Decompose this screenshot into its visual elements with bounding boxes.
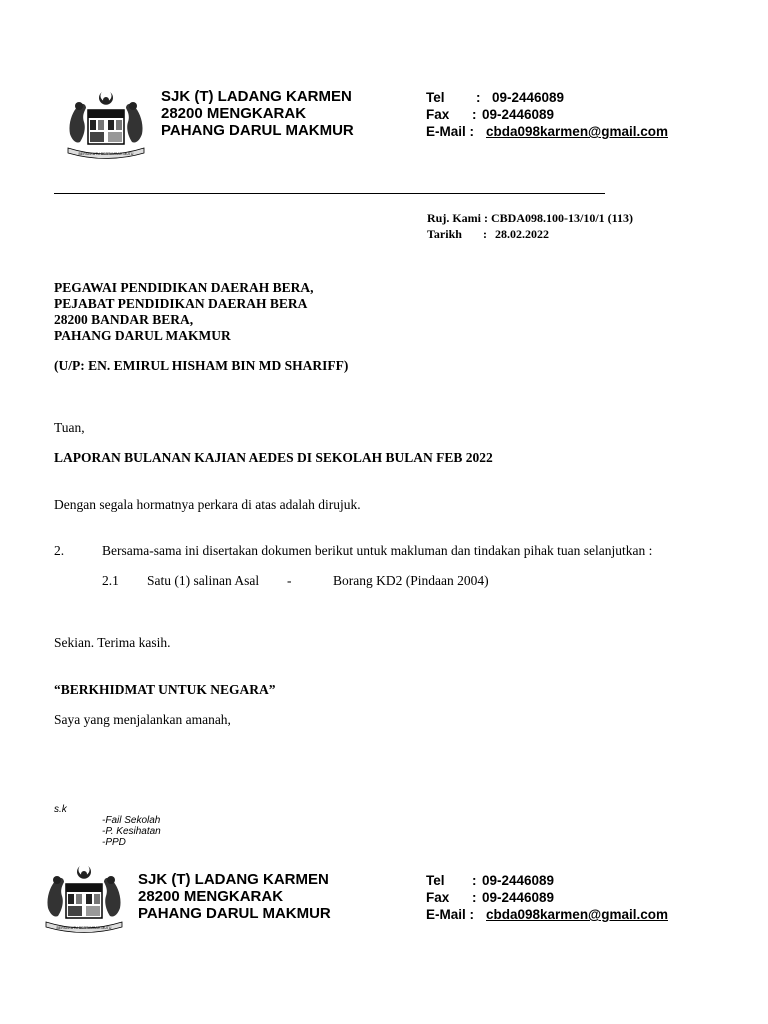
school-name: SJK (T) LADANG KARMEN (138, 871, 329, 888)
fax-label: Fax (426, 890, 450, 905)
contact-block-footer (426, 872, 668, 923)
fax-label: Fax (426, 107, 450, 122)
cc-item: -PPD (102, 837, 126, 848)
svg-text:BERSEKUTU BERTAMBAH MUTU: BERSEKUTU BERTAMBAH MUTU (56, 926, 112, 930)
school-postcode-town: 28200 MENGKARAK (161, 105, 307, 122)
date-label: Tarikh (427, 227, 462, 241)
tel-value: 09-2446089 (492, 90, 565, 105)
school-state: PAHANG DARUL MAKMUR (161, 122, 354, 139)
tel-value: 09-2446089 (482, 873, 555, 888)
fax-value: 09-2446089 (482, 107, 555, 122)
school-state: PAHANG DARUL MAKMUR (138, 905, 331, 922)
item-text: Satu (1) salinan Asal (147, 573, 260, 588)
signoff: Saya yang menjalankan amanah, (54, 712, 231, 727)
email-row (426, 123, 668, 140)
recipient-line: PEGAWAI PENDIDIKAN DAERAH BERA, (54, 280, 314, 295)
ref-label: Ruj. Kami : (427, 211, 488, 225)
date-sep: : (483, 227, 487, 241)
attention-line: (U/P: EN. EMIRUL HISHAM BIN MD SHARIFF) (54, 358, 349, 373)
svg-text:BERSEKUTU BERTAMBAH MUTU: BERSEKUTU BERTAMBAH MUTU (78, 152, 134, 156)
fax-row (426, 106, 668, 123)
salutation: Tuan, (54, 420, 85, 435)
school-address-block-footer (138, 871, 331, 922)
contact-block (426, 89, 668, 140)
date-row (427, 226, 633, 242)
fax-sep: : (472, 890, 477, 905)
tel-row (426, 872, 668, 889)
cc-item: -Fail Sekolah (102, 815, 161, 826)
fax-sep: : (472, 107, 477, 122)
school-postcode-town: 28200 MENGKARAK (138, 888, 284, 905)
tel-sep: : (472, 873, 477, 888)
coat-of-arms-icon (62, 88, 150, 160)
tel-label: Tel (426, 873, 445, 888)
recipient-line: PAHANG DARUL MAKMUR (54, 328, 231, 343)
closing: Sekian. Terima kasih. (54, 635, 171, 650)
tel-label: Tel (426, 90, 445, 105)
reference-block (427, 210, 633, 242)
school-name: SJK (T) LADANG KARMEN (161, 88, 352, 105)
header-divider (54, 193, 605, 194)
email-label: E-Mail : (426, 124, 475, 139)
coat-of-arms-icon (40, 862, 128, 934)
recipient-line: PEJABAT PENDIDIKAN DAERAH BERA (54, 296, 308, 311)
email-link[interactable]: cbda098karmen@gmail.com (486, 907, 668, 922)
item-dash: - (287, 573, 292, 588)
email-label: E-Mail : (426, 907, 475, 922)
fax-row (426, 889, 668, 906)
paragraph-2-number: 2. (54, 543, 65, 558)
subject-line: LAPORAN BULANAN KAJIAN AEDES DI SEKOLAH BULAN FEB 2022 (54, 450, 493, 465)
recipient-line: 28200 BANDAR BERA, (54, 312, 194, 327)
recipient-address (54, 280, 314, 344)
cc-item: -P. Kesihatan (102, 826, 161, 837)
email-row (426, 906, 668, 923)
cc-list (102, 815, 161, 848)
tel-row (426, 89, 668, 106)
item-number: 2.1 (102, 573, 119, 588)
date-value: 28.02.2022 (495, 227, 549, 241)
tel-sep: : (476, 90, 481, 105)
email-link[interactable]: cbda098karmen@gmail.com (486, 124, 668, 139)
cc-label: s.k (54, 804, 67, 815)
ref-row (427, 210, 633, 226)
paragraph-1: Dengan segala hormatnya perkara di atas adalah dirujuk. (54, 497, 361, 512)
motto: “BERKHIDMAT UNTUK NEGARA” (54, 682, 276, 697)
fax-value: 09-2446089 (482, 890, 555, 905)
ref-value: CBDA098.100-13/10/1 (113) (491, 211, 633, 225)
school-address-block (161, 88, 354, 139)
item-document: Borang KD2 (Pindaan 2004) (333, 573, 489, 588)
paragraph-2-text: Bersama-sama ini disertakan dokumen berikut untuk makluman dan tindakan pihak tuan selanjutkan : (102, 543, 653, 558)
